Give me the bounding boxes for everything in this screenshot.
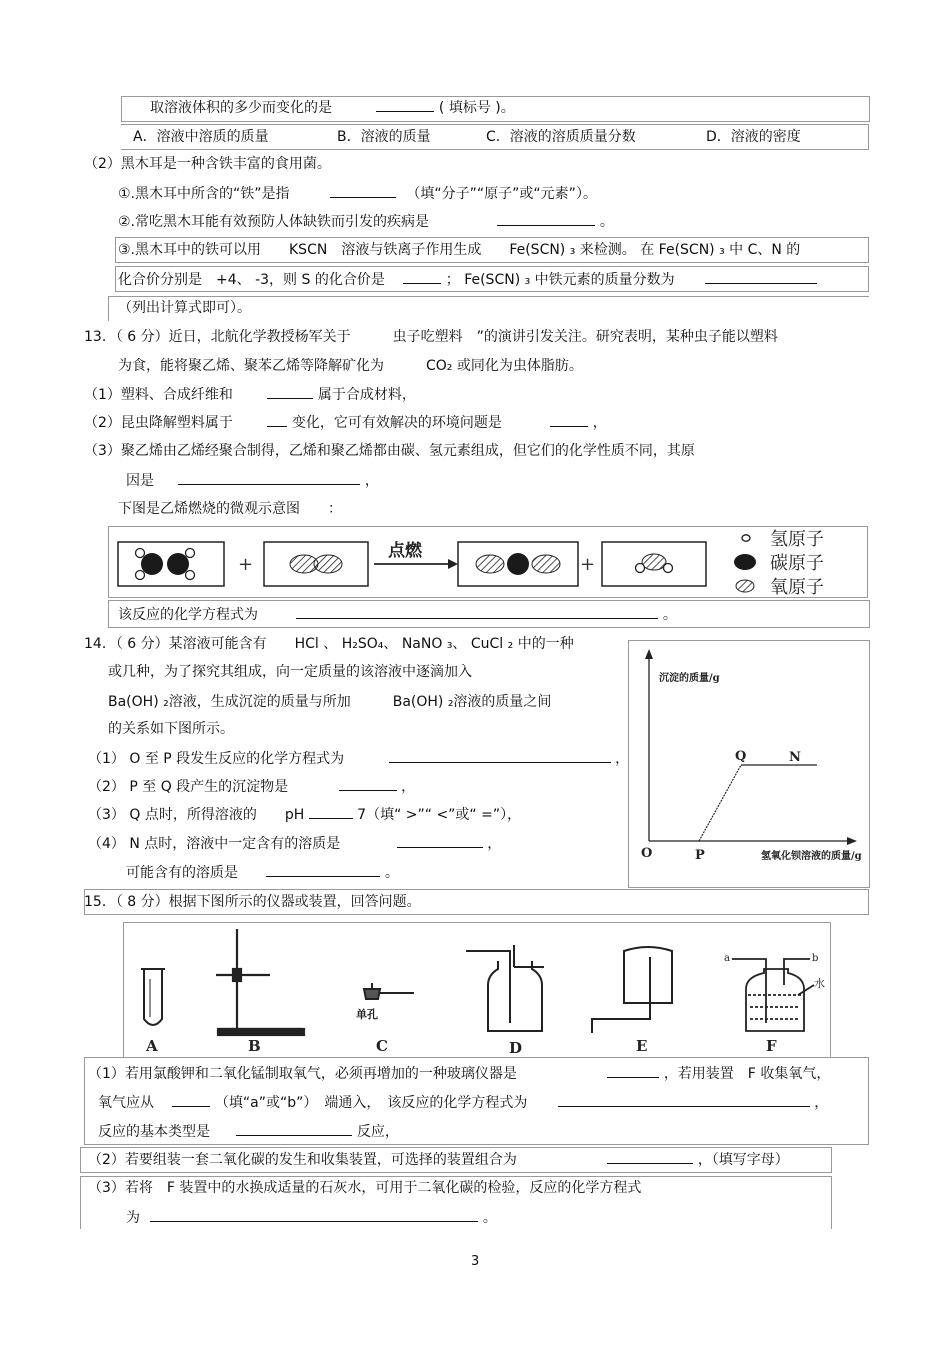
q12-part-2-2 [118, 211, 614, 232]
label-e: E [636, 1037, 648, 1055]
q13-line-1: 13．（ 6 分）近日，北航化学教授杨军关于 虫子吃塑料 ”的演讲引发关注。研究表明，某种虫子能以塑料 [84, 329, 778, 345]
iron-stand-b [216, 929, 304, 1035]
graph-point-p: P [695, 848, 705, 863]
answer-blank[interactable] [397, 833, 483, 848]
answer-blank[interactable] [309, 804, 353, 819]
q12-part-2-3c: （列出计算式即可）。 [118, 300, 251, 316]
q15-part-1b-tail: ， [814, 1095, 829, 1111]
test-tube-a [141, 969, 165, 1025]
ethylene-combustion-diagram [108, 526, 868, 598]
q12-option-d: D．溶液的密度 [706, 129, 801, 145]
label-f-b: b [812, 953, 819, 964]
answer-blank[interactable] [330, 183, 396, 198]
q15-part-2 [88, 1149, 789, 1170]
label-f: F [766, 1037, 777, 1055]
answer-blank[interactable] [389, 748, 611, 763]
q14-part-2-tail: ， [401, 779, 416, 795]
q15-part-1c-tail: 反应， [356, 1124, 399, 1140]
legend-hydrogen: 氢原子 [770, 529, 824, 550]
q15-part-1-text: （1）若用氯酸钾和二氧化锰制取氧气，必须再增加的一种玻璃仪器是 [88, 1066, 517, 1082]
q15-part-1 [88, 1063, 830, 1084]
legend-oxygen: 氧原子 [770, 577, 824, 598]
single-hole-stopper-c [364, 983, 414, 999]
q14-part-4-tail: ， [487, 836, 502, 852]
q13-part-3b-text: 因是 [126, 473, 154, 489]
carbon-dioxide-molecule-box [458, 542, 578, 586]
q12-part-2-3: ③.黑木耳中的铁可以用 KSCN 溶液与铁离子作用生成 Fe(SCN) ₃ 来检测。 在 Fe(SCN) ₃ 中 C、N 的 [118, 242, 801, 258]
graph-origin-label: O [641, 846, 653, 861]
q15-part-1c-text: 反应的基本类型是 [98, 1124, 210, 1140]
q12-option-a: A．溶液中溶质的质量 [133, 129, 269, 145]
q12-part-2-2-tail: 。 [599, 214, 614, 230]
q14-part-5 [126, 862, 399, 883]
answer-blank[interactable] [607, 1063, 659, 1078]
answer-blank[interactable] [150, 1207, 478, 1222]
q13-part-3: （3）聚乙烯由乙烯经聚合制得，乙烯和聚乙烯都由碳、氢元素组成，但它们的化学性质不同，其原 [84, 443, 695, 459]
q13-part-5 [118, 604, 677, 625]
answer-blank[interactable] [497, 211, 595, 226]
wide-mouth-bottle-d [466, 945, 544, 1031]
answer-blank[interactable] [267, 412, 287, 427]
oxygen-molecule-box [264, 542, 368, 586]
q15-part-1c [98, 1121, 399, 1142]
answer-blank[interactable] [607, 1149, 693, 1164]
label-f-water: 水 [814, 977, 825, 990]
q13-part-2-text: （2）昆虫降解塑料属于 [84, 415, 233, 431]
q13-part-2-mid: 变化，它可有效解决的环境问题是 [291, 415, 502, 431]
q14-part-5-tail: 。 [384, 865, 399, 881]
q12-part-2-1-text: ①.黑木耳中所含的“铁”是指 [118, 186, 290, 202]
gas-collection-e [592, 947, 672, 1033]
q12-part-2-3b-mid: ； Fe(SCN) ₃ 中铁元素的质量分数为 [445, 272, 675, 288]
q14-line-4: 的关系如下图所示。 [108, 721, 234, 737]
q13-part-4: 下图是乙烯燃烧的微观示意图 ： [118, 501, 342, 517]
q12-part-2-1-tail: （填“分子”“原子”或“元素”）。 [406, 186, 597, 202]
label-d: D [509, 1039, 523, 1055]
q12-part-2-3b-text: 化合价分别是 +4、 -3，则 S 的化合价是 [118, 272, 385, 288]
answer-blank[interactable] [172, 1092, 210, 1107]
q15-line-1: 15．（ 8 分）根据下图所示的仪器或装置，回答问题。 [84, 894, 421, 910]
q15-part-1b-text: 氧气应从 [98, 1095, 154, 1111]
page-number: 3 [471, 1254, 480, 1269]
q13-part-3b-tail: ， [364, 473, 379, 489]
q12-option-b: B．溶液的质量 [337, 129, 431, 145]
q12-part-2-2-text: ②.常吃黑木耳能有效预防人体缺铁而引发的疾病是 [118, 214, 429, 230]
q14-part-1-tail: ， [615, 751, 630, 767]
plus-sign-2: + [580, 554, 596, 575]
q13-part-1 [84, 384, 416, 405]
q12-line-1-text: 取溶液体积的多少而变化的是 [150, 100, 332, 116]
q14-part-3-text: （3） Q 点时，所得溶液的 pH [88, 807, 305, 823]
q12-line-1-tail: ( 填标号 )。 [438, 100, 515, 116]
q14-line-1: 14．（ 6 分）某溶液可能含有 HCl 、 H₂SO₄、 NaNO ₃、 CuCl ₂ 中的一种 [84, 636, 574, 652]
q13-part-1-tail: 属于合成材料， [317, 387, 416, 403]
answer-blank[interactable] [550, 412, 588, 427]
q12-option-c: C．溶液的溶质质量分数 [486, 129, 636, 145]
plus-sign-1: + [238, 554, 254, 575]
answer-blank[interactable] [178, 470, 360, 485]
precipitate-mass-graph [629, 641, 867, 885]
q15-part-3b-text: 为 [126, 1210, 140, 1226]
q13-part-2 [84, 412, 607, 433]
q14-part-1-text: （1） O 至 P 段发生反应的化学方程式为 [88, 751, 345, 767]
atom-legend [734, 529, 824, 598]
answer-blank[interactable] [236, 1121, 352, 1136]
ignite-label: 点燃 [388, 541, 422, 561]
ethylene-molecule-box [118, 542, 224, 586]
q14-part-3-tail: 7（填“ >”“ <”或“ =”）， [357, 807, 522, 823]
answer-blank[interactable] [296, 604, 658, 619]
answer-blank[interactable] [266, 862, 380, 877]
answer-blank[interactable] [705, 269, 817, 284]
q13-part-1-text: （1）塑料、合成纤维和 [84, 387, 233, 403]
q14-part-2-text: （2） P 至 Q 段产生的沉淀物是 [88, 779, 289, 795]
legend-carbon: 碳原子 [770, 553, 824, 574]
q12-part-2-1 [118, 183, 597, 204]
q15-part-1b [98, 1092, 828, 1113]
graph-y-label: 沉淀的质量/g [659, 673, 720, 684]
q15-part-3b [126, 1207, 497, 1228]
answer-blank[interactable] [339, 776, 397, 791]
q14-part-4 [88, 833, 501, 854]
q14-part-2 [88, 776, 415, 797]
q13-part-5-text: 该反应的化学方程式为 [118, 607, 258, 623]
q14-part-3 [88, 804, 521, 825]
q14-line-2: 或几种，为了探究其组成，向一定质量的该溶液中逐滴加入 [108, 664, 472, 680]
q14-line-3: Ba(OH) ₂溶液，生成沉淀的质量与所加 Ba(OH) ₂溶液的质量之间 [108, 694, 552, 710]
q15-part-3b-tail: 。 [482, 1210, 497, 1226]
q13-part-3b [126, 470, 379, 491]
q15-part-1b-mid: （填“a”或“b”） 端通入， 该反应的化学方程式为 [214, 1095, 528, 1111]
q12-part-2-3b [118, 269, 817, 290]
q12-line-1 [150, 97, 515, 118]
q14-part-4-text: （4） N 点时，溶液中一定含有的溶质是 [88, 836, 341, 852]
label-a: A [146, 1037, 158, 1055]
q15-part-3: （3）若将 F 装置中的水换成适量的石灰水，可用于二氧化碳的检验，反应的化学方程式 [88, 1180, 642, 1196]
q13-part-5-tail: 。 [662, 607, 677, 623]
q13-part-2-tail: ， [592, 415, 607, 431]
washing-bottle-f [732, 959, 814, 1031]
graph-pq-segment [699, 765, 741, 841]
q14-part-1 [88, 748, 629, 769]
answer-blank[interactable] [403, 269, 441, 284]
q12-part-2: （2）黑木耳是一种含铁丰富的食用菌。 [84, 156, 331, 172]
answer-blank[interactable] [267, 384, 313, 399]
answer-blank[interactable] [558, 1092, 810, 1107]
q13-line-2: 为食，能将聚乙烯、聚苯乙烯等降解矿化为 CO₂ 或同化为虫体脂肪。 [118, 358, 583, 374]
q15-part-2-tail: ，（填写字母） [697, 1152, 789, 1168]
label-c: C [376, 1037, 388, 1055]
graph-point-n: N [789, 750, 801, 765]
answer-blank[interactable] [376, 97, 434, 112]
label-f-a: a [724, 953, 730, 964]
q15-part-1-tail: ，若用装置 F 收集氧气， [663, 1066, 831, 1082]
graph-x-label: 氢氧化钡溶液的质量/g [761, 851, 862, 862]
lab-apparatus-diagram [124, 923, 828, 1055]
label-c-note: 单孔 [356, 1008, 378, 1021]
graph-point-q: Q [735, 749, 747, 764]
q15-part-2-text: （2）若要组装一套二氧化碳的发生和收集装置，可选择的装置组合为 [88, 1152, 517, 1168]
q14-part-5-text: 可能含有的溶质是 [126, 865, 238, 881]
water-molecule-box [602, 542, 706, 586]
label-b: B [248, 1037, 261, 1055]
